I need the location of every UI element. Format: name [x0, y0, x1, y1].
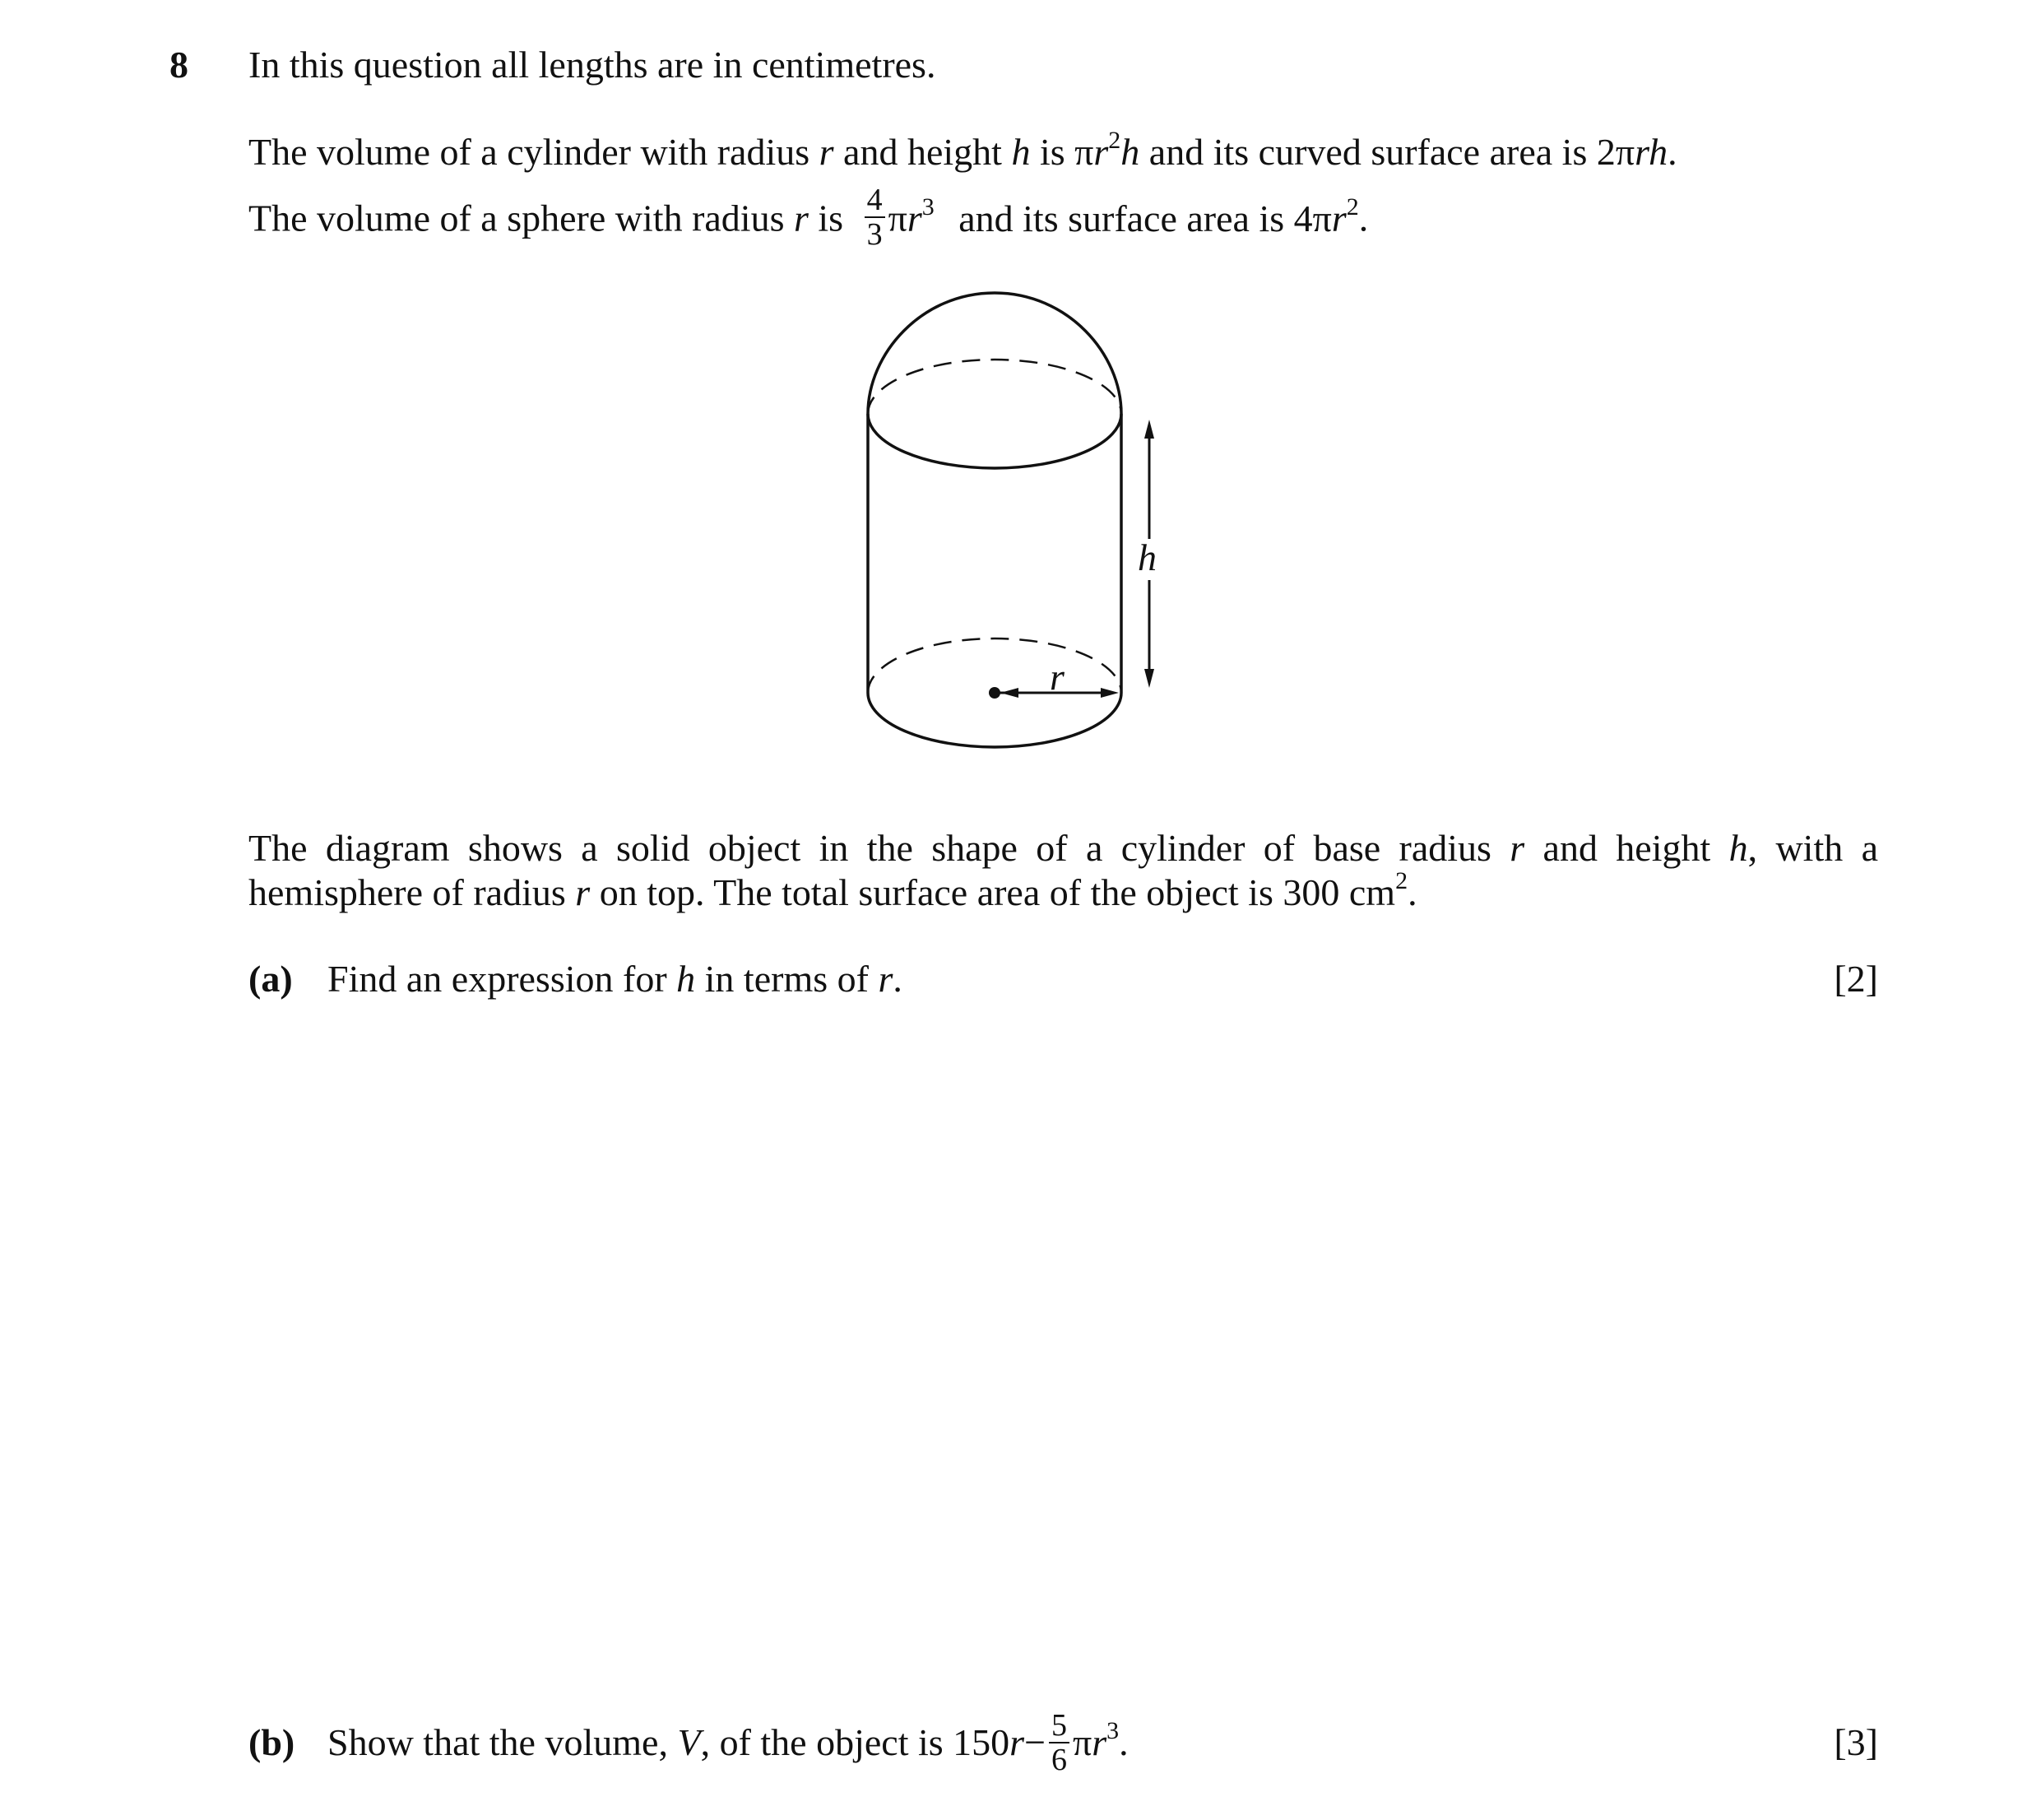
var-h: h [1011, 131, 1031, 173]
bottom-ellipse-back [868, 638, 1121, 693]
pi-symbol: π [888, 197, 907, 239]
description-text-5: . [1408, 871, 1417, 913]
question-number: 8 [169, 44, 188, 86]
exponent: 3 [921, 193, 935, 221]
var-r: r [1092, 1721, 1107, 1763]
radius-label: r [1050, 656, 1065, 698]
part-b-text-3: . [1119, 1721, 1129, 1763]
minus-sign: − [1024, 1721, 1046, 1763]
part-a-marks: [2] [1834, 958, 1878, 1000]
var-r: r [793, 197, 809, 239]
sphere-text-2: is [808, 197, 853, 239]
sphere-text-1: The volume of a sphere with radius [248, 197, 794, 239]
sphere-text-3: and its surface area is 4π [958, 197, 1332, 239]
pi-symbol: π [1074, 131, 1094, 173]
var-r: r [1510, 827, 1525, 869]
part-a-question [327, 960, 902, 998]
exponent: 2 [1346, 193, 1359, 221]
description-paragraph [248, 826, 1878, 915]
var-r: r [575, 871, 591, 913]
cylinder-text-1: The volume of a cylinder with radius [248, 131, 819, 173]
pi-symbol: π [1073, 1721, 1092, 1763]
height-label: h [1138, 536, 1157, 578]
part-a-label: (a) [248, 958, 293, 1000]
cylinder-text-3: is [1030, 131, 1075, 173]
exponent: 2 [1395, 867, 1408, 894]
var-h: h [1120, 131, 1140, 173]
exponent: 3 [1106, 1717, 1120, 1744]
part-b-text-2: , of the object is 150 [700, 1721, 1010, 1763]
intro-text: In this question all lengths are in centimetres. [248, 44, 936, 86]
part-a-text-3: . [893, 958, 902, 1000]
description-text-1: The diagram shows a solid object in the shape of a cylinder of base radius [248, 827, 1510, 869]
cylinder-text-4: and its curved surface area is 2π [1139, 131, 1635, 173]
var-V: V [677, 1721, 701, 1763]
height-arrowhead-top [1144, 420, 1154, 439]
var-rh: rh [1635, 131, 1668, 173]
hemisphere-outline [868, 293, 1121, 414]
var-r: r [1009, 1721, 1025, 1763]
fraction-denominator: 3 [866, 217, 883, 252]
description-text-4: on top. The total surface area of the object is 300 cm [590, 871, 1396, 913]
fraction-numerator: 4 [865, 184, 885, 218]
sphere-text-4: . [1358, 197, 1369, 239]
bottom-ellipse-front [868, 693, 1121, 747]
radius-arrowhead-left [1000, 688, 1018, 698]
part-b-marks: [3] [1834, 1721, 1878, 1763]
radius-arrowhead-right [1101, 688, 1119, 698]
exponent: 2 [1108, 127, 1121, 154]
var-r: r [907, 197, 922, 239]
var-r: r [819, 131, 834, 173]
part-a-text-1: Find an expression for [327, 958, 677, 1000]
description-text-3: , with a hemisphere of radius [248, 827, 1878, 913]
part-a-text-2: in terms of [695, 958, 879, 1000]
cylinder-text-5: . [1668, 131, 1677, 173]
fraction-denominator: 6 [1051, 1743, 1068, 1778]
var-h: h [676, 958, 696, 1000]
top-ellipse-front [868, 414, 1121, 468]
part-b-question [327, 1705, 1129, 1781]
var-r: r [1093, 131, 1109, 173]
part-b-label: (b) [248, 1721, 295, 1763]
fraction-numerator: 5 [1049, 1710, 1069, 1743]
fraction-five-sixths [1049, 1710, 1069, 1776]
var-r: r [1331, 197, 1347, 239]
height-arrowhead-bottom [1144, 669, 1154, 688]
cylinder-text-2: and height [833, 131, 1012, 173]
var-r: r [878, 958, 893, 1000]
description-text-2: and height [1524, 827, 1729, 869]
centre-point [989, 687, 1000, 699]
var-h: h [1728, 827, 1748, 869]
top-ellipse-back [868, 360, 1121, 414]
part-b-text-1: Show that the volume, [327, 1721, 678, 1763]
